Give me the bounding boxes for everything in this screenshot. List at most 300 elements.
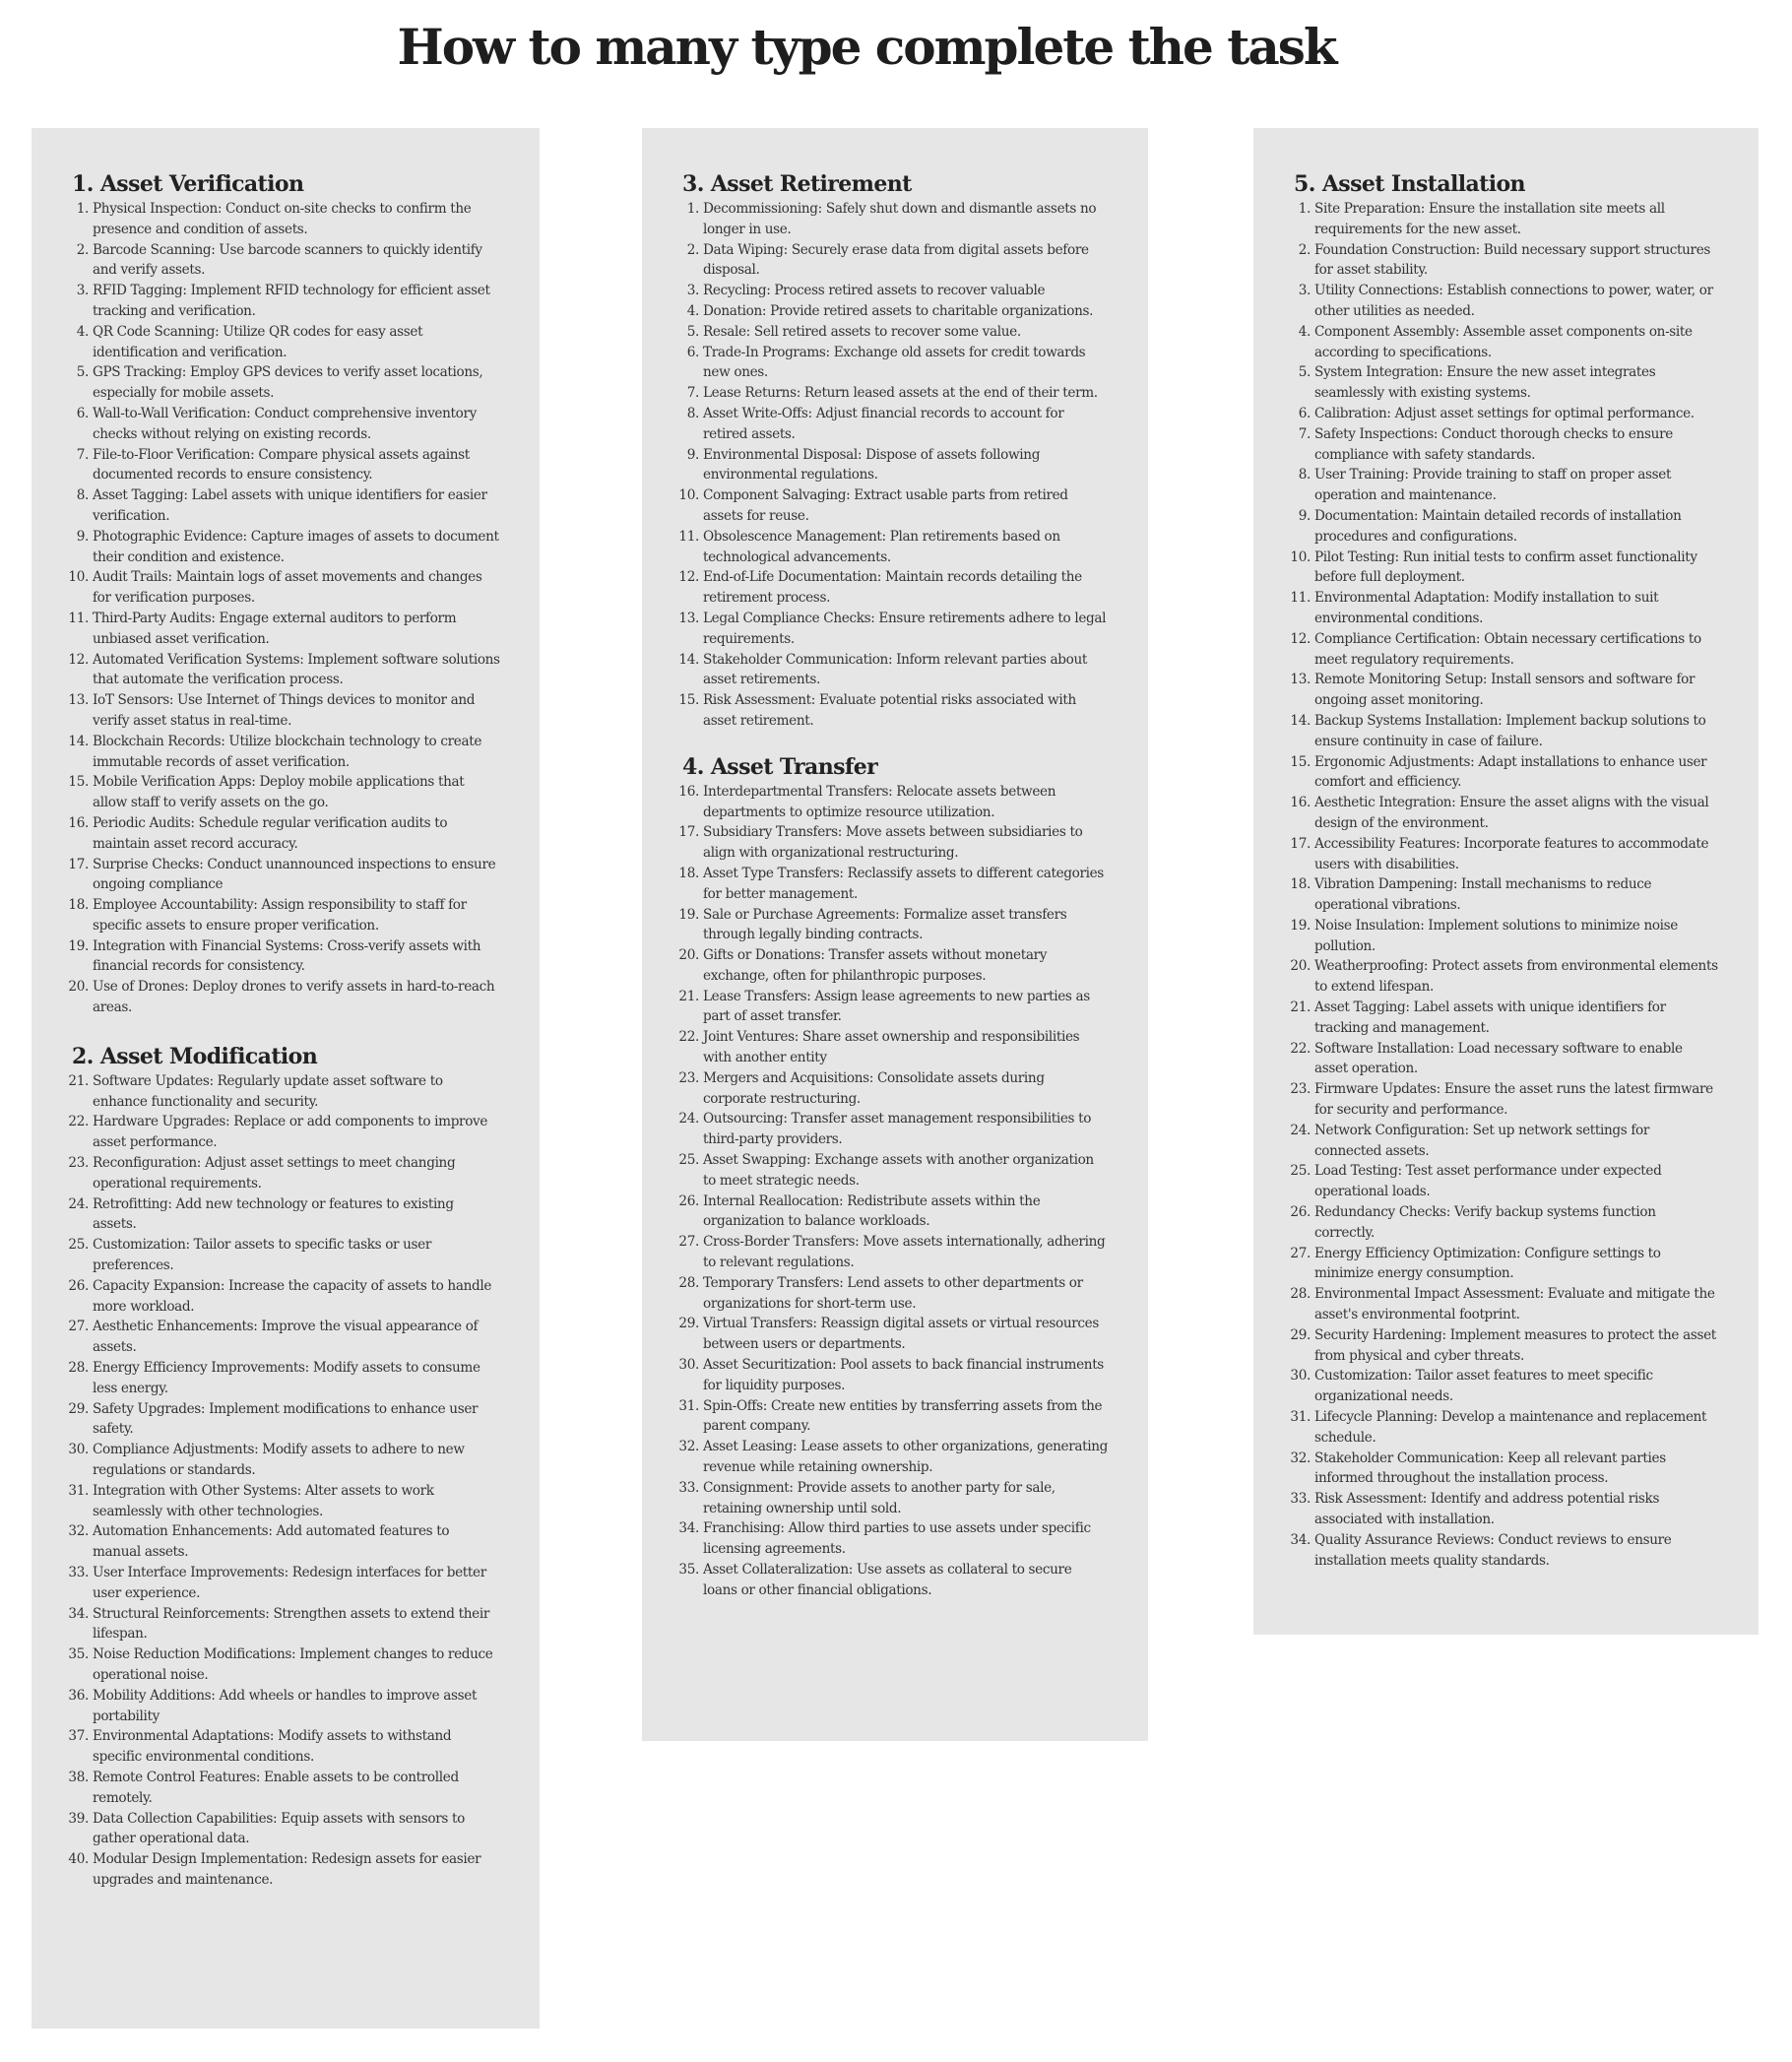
list-item-text: Network Configuration: Set up network settings for connected assets.: [1314, 1122, 1650, 1159]
list-item-text: Obsolescence Management: Plan retirements based on technological advancements.: [703, 528, 1060, 565]
list-item-text: User Interface Improvements: Redesign interfaces for better user experience.: [93, 1565, 486, 1601]
list-item: [1290, 1489, 1719, 1530]
list-item-text: Customization: Tailor assets to specific tasks or user preferences.: [93, 1237, 432, 1274]
list-item-number: 25.: [68, 1237, 89, 1254]
list-item: [68, 1358, 500, 1399]
list-item: [68, 1563, 500, 1604]
list-item-number: 31.: [68, 1482, 89, 1499]
list-item-text: Blockchain Records: Utilize blockchain technology to create immutable records of asset verification.: [93, 733, 482, 770]
list-item-text: Component Salvaging: Extract usable parts from retired assets for reuse.: [703, 487, 1068, 524]
list-item: [1290, 1284, 1719, 1325]
list-item: [678, 1478, 1109, 1519]
list-item: [1290, 1449, 1719, 1490]
list-item-number: 1.: [1298, 201, 1311, 217]
list-item-number: 26.: [678, 1192, 699, 1209]
list-item-number: 15.: [678, 692, 699, 709]
list-item-text: User Training: Provide training to staff on proper asset operation and maintenance.: [1314, 467, 1672, 504]
list-item-text: Mobile Verification Apps: Deploy mobile applications that allow staff to verify assets on the go.: [93, 774, 465, 811]
list-item: [76, 485, 500, 527]
list-item: [686, 404, 1109, 445]
list-item-text: Documentation: Maintain detailed records of installation procedures and configurations.: [1314, 507, 1682, 545]
list-item-text: Asset Tagging: Label assets with unique identifiers for easier verification.: [93, 487, 487, 524]
list-item-number: 2.: [76, 241, 89, 258]
list-item: [1290, 834, 1719, 875]
list-item: [1290, 916, 1719, 957]
list-item-text: Sale or Purchase Agreements: Formalize asset transfers through legally binding contracts.: [703, 906, 1067, 943]
list-asset-verification: [68, 199, 500, 1018]
list-item-text: System Integration: Ensure the new asset integrates seamlessly with existing systems.: [1314, 364, 1656, 402]
list-item: [678, 1518, 1109, 1560]
column-panel-1: [32, 128, 540, 2029]
list-item-number: 2.: [686, 241, 699, 258]
list-item-text: Automated Verification Systems: Implement software solutions that automate the verification process.: [93, 651, 500, 688]
list-item: [68, 1112, 500, 1153]
list-item-number: 15.: [1290, 753, 1311, 770]
list-item: [1290, 1121, 1719, 1162]
list-item: [68, 1317, 500, 1358]
list-item-text: Component Assembly: Assemble asset components on-site according to specifications.: [1314, 323, 1693, 360]
list-item: [68, 772, 500, 813]
list-item-text: Calibration: Adjust asset settings for optimal performance.: [1314, 405, 1695, 421]
list-item: [1290, 874, 1719, 916]
list-item-text: Ergonomic Adjustments: Adapt installations to enhance user comfort and efficiency.: [1314, 753, 1707, 791]
list-item: [68, 1235, 500, 1276]
list-item: [678, 1192, 1109, 1233]
list-item: [1290, 752, 1719, 794]
list-item-number: 20.: [678, 947, 699, 964]
list-item-number: 37.: [68, 1728, 89, 1745]
list-item-number: 30.: [1290, 1368, 1311, 1385]
list-item: [76, 404, 500, 445]
list-item: [678, 1027, 1109, 1068]
list-item: [1298, 465, 1719, 506]
list-item-number: 25.: [1290, 1163, 1311, 1180]
list-item-text: Remote Control Features: Enable assets to be controlled remotely.: [93, 1769, 459, 1806]
list-item: [68, 1726, 500, 1768]
list-item-number: 12.: [678, 569, 699, 586]
list-item: [686, 383, 1109, 404]
list-item-text: Quality Assurance Reviews: Conduct reviews to ensure installation meets quality standards.: [1314, 1531, 1672, 1569]
list-item-number: 33.: [678, 1479, 699, 1496]
list-item: [1290, 629, 1719, 671]
list-item-number: 30.: [68, 1442, 89, 1458]
page-title: How to many type complete the task: [397, 18, 1336, 76]
list-item: [1290, 956, 1719, 998]
list-item-number: 19.: [68, 937, 89, 954]
list-item-number: 30.: [678, 1357, 699, 1374]
list-item-number: 17.: [1290, 835, 1311, 852]
list-item-number: 11.: [68, 610, 89, 626]
list-item-number: 4.: [686, 302, 699, 319]
list-item-text: Aesthetic Integration: Ensure the asset aligns with the visual design of the environment.: [1314, 795, 1709, 831]
list-item: [678, 609, 1109, 650]
list-item-text: Software Installation: Load necessary software to enable asset operation.: [1314, 1040, 1683, 1077]
list-item-number: 21.: [1290, 999, 1311, 1016]
list-item-text: Asset Collateralization: Use assets as collateral to secure loans or other financial obligations.: [703, 1562, 1072, 1598]
list-item-number: 23.: [1290, 1081, 1311, 1098]
list-item: [678, 1068, 1109, 1110]
list-asset-retirement: [678, 199, 1109, 732]
list-item: [1290, 670, 1719, 711]
list-item: [76, 240, 500, 282]
list-item-text: Mergers and Acquisitions: Consolidate assets during corporate restructuring.: [703, 1069, 1045, 1107]
list-item: [76, 322, 500, 363]
list-item-number: 11.: [678, 528, 699, 545]
list-item-number: 28.: [678, 1274, 699, 1291]
list-item-text: Lease Transfers: Assign lease agreements to new parties as part of asset transfer.: [703, 988, 1090, 1025]
list-item-number: 14.: [68, 733, 89, 749]
list-item-text: Backup Systems Installation: Implement backup solutions to ensure continuity in case of failure.: [1314, 712, 1706, 749]
list-item-number: 14.: [678, 651, 699, 668]
list-item: [678, 1396, 1109, 1438]
list-item-text: Third-Party Audits: Engage external auditors to perform unbiased asset verification.: [93, 610, 457, 647]
list-item: [1298, 424, 1719, 466]
list-asset-modification: [68, 1071, 500, 1891]
list-item-text: Firmware Updates: Ensure the asset runs the latest firmware for security and performance.: [1314, 1081, 1713, 1119]
list-item-text: Gifts or Donations: Transfer assets without monetary exchange, often for philanthropic purposes.: [703, 947, 1048, 984]
list-item-text: Use of Drones: Deploy drones to verify assets in hard-to-reach areas.: [93, 979, 495, 1016]
list-item: [678, 690, 1109, 732]
list-item-text: Virtual Transfers: Reassign digital assets or virtual resources between users or departments.: [703, 1316, 1099, 1353]
list-item-text: Load Testing: Test asset performance under expected operational loads.: [1314, 1163, 1662, 1200]
list-item: [678, 905, 1109, 946]
list-item-number: 21.: [678, 988, 699, 1004]
list-item-number: 1.: [76, 201, 89, 217]
list-item: [68, 895, 500, 936]
list-item-text: Interdepartmental Transfers: Relocate assets between departments to optimize resource utilization.: [703, 783, 1056, 820]
list-item-text: Weatherproofing: Protect assets from environmental elements to extend lifespan.: [1314, 958, 1718, 996]
list-item: [68, 1849, 500, 1891]
list-item-text: Integration with Other Systems: Alter assets to work seamlessly with other technologies.: [93, 1482, 434, 1519]
list-item-number: 5.: [1298, 364, 1311, 381]
list-item: [68, 1686, 500, 1727]
list-item-number: 11.: [1290, 590, 1311, 607]
list-item: [68, 1768, 500, 1809]
list-item: [68, 1604, 500, 1645]
list-item-number: 31.: [1290, 1409, 1311, 1426]
list-item-number: 23.: [678, 1069, 699, 1086]
list-item-text: Audit Trails: Maintain logs of asset movements and changes for verification purposes.: [93, 569, 482, 607]
list-item-text: Hardware Upgrades: Replace or add components to improve asset performance.: [93, 1114, 488, 1151]
list-item: [678, 1437, 1109, 1478]
list-item-number: 6.: [686, 344, 699, 360]
list-item-text: Accessibility Features: Incorporate features to accommodate users with disabilities.: [1314, 835, 1709, 872]
list-item-text: Asset Securitization: Pool assets to back financial instruments for liquidity purposes.: [703, 1357, 1104, 1393]
list-item: [1290, 711, 1719, 752]
list-item-number: 27.: [68, 1319, 89, 1335]
list-item: [678, 527, 1109, 568]
list-item: [678, 945, 1109, 987]
list-item-text: Periodic Audits: Schedule regular verification audits to maintain asset record accuracy.: [93, 814, 448, 852]
list-item-number: 8.: [76, 487, 89, 504]
list-item-text: Automation Enhancements: Add automated features to manual assets.: [93, 1523, 450, 1561]
list-item: [686, 281, 1109, 301]
list-item-text: Safety Upgrades: Implement modifications to enhance user safety.: [93, 1400, 479, 1438]
list-item: [68, 936, 500, 978]
list-item-text: Franchising: Allow third parties to use assets under specific licensing agreements.: [703, 1520, 1091, 1558]
list-item-number: 26.: [68, 1277, 89, 1294]
list-item-number: 35.: [68, 1646, 89, 1663]
list-item-number: 28.: [68, 1360, 89, 1377]
list-item-number: 10.: [68, 569, 89, 586]
list-item-number: 4.: [1298, 323, 1311, 340]
list-item: [76, 362, 500, 404]
list-item-number: 40.: [68, 1851, 89, 1868]
list-item-text: Site Preparation: Ensure the installation site meets all requirements for the new asset.: [1314, 201, 1665, 237]
list-item: [1290, 1039, 1719, 1080]
list-item-text: QR Code Scanning: Utilize QR codes for easy asset identification and verification.: [93, 323, 423, 360]
list-item-text: Modular Design Implementation: Redesign assets for easier upgrades and maintenance.: [93, 1851, 481, 1888]
list-item: [68, 1481, 500, 1522]
list-item: [1298, 240, 1719, 282]
list-asset-installation: [1290, 199, 1719, 1571]
list-item-number: 9.: [686, 446, 699, 463]
list-item: [678, 987, 1109, 1028]
list-item-number: 38.: [68, 1769, 89, 1785]
list-item-number: 24.: [68, 1195, 89, 1212]
list-item-text: Legal Compliance Checks: Ensure retirements adhere to legal requirements.: [703, 610, 1107, 647]
list-item-number: 22.: [1290, 1040, 1311, 1057]
list-item-number: 33.: [68, 1565, 89, 1580]
list-item-number: 19.: [1290, 917, 1311, 934]
list-item-text: Structural Reinforcements: Strengthen assets to extend their lifespan.: [93, 1605, 489, 1643]
list-item-text: Reconfiguration: Adjust asset settings to meet changing operational requirements.: [93, 1155, 456, 1192]
list-item: [678, 650, 1109, 691]
list-item-text: Integration with Financial Systems: Cross-verify assets with financial records for consistency.: [93, 937, 481, 975]
list-item: [1298, 506, 1719, 548]
section-title-asset-retirement: 3. Asset Retirement: [682, 171, 912, 197]
list-item-number: 32.: [68, 1523, 89, 1540]
list-item-text: Remote Monitoring Setup: Install sensors and software for ongoing asset monitoring.: [1314, 672, 1696, 709]
list-item: [686, 322, 1109, 343]
list-item-number: 9.: [1298, 507, 1311, 524]
list-item-text: Noise Insulation: Implement solutions to minimize noise pollution.: [1314, 917, 1678, 954]
list-item: [678, 1109, 1109, 1150]
list-item-number: 12.: [68, 651, 89, 668]
list-item-number: 29.: [678, 1316, 699, 1332]
list-item: [68, 567, 500, 609]
list-item: [678, 1355, 1109, 1396]
list-item-number: 24.: [1290, 1122, 1311, 1138]
list-item-number: 8.: [1298, 467, 1311, 483]
list-item: [1290, 1202, 1719, 1244]
list-item-text: Asset Swapping: Exchange assets with another organization to meet strategic needs.: [703, 1152, 1094, 1189]
list-item-number: 22.: [68, 1114, 89, 1130]
list-item-number: 10.: [1290, 548, 1311, 565]
list-item-text: Energy Efficiency Optimization: Configure settings to minimize energy consumption.: [1314, 1245, 1661, 1282]
list-item-text: Lease Returns: Return leased assets at the end of their term.: [703, 385, 1098, 402]
list-item-number: 5.: [76, 364, 89, 381]
list-item: [686, 301, 1109, 322]
list-item: [76, 199, 500, 240]
list-item-number: 31.: [678, 1397, 699, 1414]
list-item-text: File-to-Floor Verification: Compare physical assets against documented records to ensure consistency.: [93, 446, 470, 483]
list-item: [68, 1644, 500, 1686]
list-item: [678, 822, 1109, 864]
list-item: [68, 1399, 500, 1441]
list-item: [68, 813, 500, 855]
list-item-text: Software Updates: Regularly update asset software to enhance functionality and security.: [93, 1072, 443, 1110]
list-item-number: 33.: [1290, 1491, 1311, 1508]
list-item: [1290, 793, 1719, 834]
list-item-number: 36.: [68, 1687, 89, 1704]
list-item-text: Capacity Expansion: Increase the capacity of assets to handle more workload.: [93, 1277, 492, 1315]
list-item-number: 25.: [678, 1152, 699, 1169]
list-item-text: Asset Tagging: Label assets with unique identifiers for tracking and management.: [1314, 999, 1666, 1036]
list-item-text: Retrofitting: Add new technology or features to existing assets.: [93, 1195, 454, 1233]
list-item: [686, 343, 1109, 384]
list-item-number: 1.: [686, 201, 699, 217]
list-item-number: 8.: [686, 405, 699, 421]
list-item-text: Outsourcing: Transfer asset management responsibilities to third-party providers.: [703, 1111, 1092, 1148]
list-item-text: IoT Sensors: Use Internet of Things devices to monitor and verify asset status in real-time.: [93, 692, 476, 729]
list-item-number: 19.: [678, 906, 699, 923]
list-item-number: 6.: [1298, 405, 1311, 421]
list-item: [1298, 281, 1719, 322]
list-item-text: Environmental Adaptations: Modify assets to withstand specific environmental conditions.: [93, 1728, 452, 1766]
list-item-number: 22.: [678, 1029, 699, 1046]
list-item: [1290, 1366, 1719, 1407]
list-item-text: Risk Assessment: Evaluate potential risks associated with asset retirement.: [703, 692, 1076, 729]
list-item-number: 18.: [1290, 876, 1311, 893]
list-item-number: 2.: [1298, 241, 1311, 258]
list-item-number: 17.: [68, 856, 89, 872]
list-item-number: 18.: [68, 897, 89, 914]
list-item: [68, 1276, 500, 1318]
list-item-number: 3.: [1298, 283, 1311, 299]
list-item: [76, 445, 500, 486]
list-item-number: 15.: [68, 774, 89, 791]
list-item-number: 20.: [1290, 958, 1311, 975]
list-item: [68, 650, 500, 691]
list-item-number: 9.: [76, 528, 89, 545]
list-item-number: 18.: [678, 865, 699, 881]
list-item-text: Aesthetic Enhancements: Improve the visual appearance of assets.: [93, 1319, 479, 1356]
list-item: [1290, 1530, 1719, 1572]
list-item-text: Data Collection Capabilities: Equip assets with sensors to gather operational data.: [93, 1810, 465, 1847]
list-item: [68, 1521, 500, 1563]
list-item-number: 35.: [678, 1562, 699, 1578]
list-item-text: Mobility Additions: Add wheels or handles to improve asset portability: [93, 1687, 478, 1724]
list-item-number: 29.: [68, 1400, 89, 1417]
list-item: [686, 199, 1109, 240]
list-item-number: 17.: [678, 824, 699, 841]
list-item: [1298, 199, 1719, 240]
list-item: [68, 1809, 500, 1850]
list-item-number: 34.: [68, 1605, 89, 1622]
list-item: [68, 977, 500, 1018]
list-item-text: RFID Tagging: Implement RFID technology for efficient asset tracking and verification.: [93, 283, 490, 319]
list-item-text: Resale: Sell retired assets to recover some value.: [703, 323, 1021, 340]
list-item-text: Compliance Adjustments: Modify assets to adhere to new regulations or standards.: [93, 1442, 465, 1479]
list-item: [686, 445, 1109, 486]
list-item-text: Data Wiping: Securely erase data from digital assets before disposal.: [703, 241, 1089, 279]
column-panel-3: [1253, 128, 1759, 1635]
list-item-text: Recycling: Process retired assets to recover valuable: [703, 283, 1046, 299]
list-item-number: 3.: [76, 283, 89, 299]
list-item: [678, 485, 1109, 527]
list-item-number: 3.: [686, 283, 699, 299]
list-item-text: Temporary Transfers: Lend assets to other departments or organizations for short-term use.: [703, 1274, 1083, 1312]
section-title-asset-modification: 2. Asset Modification: [72, 1043, 318, 1069]
list-item: [678, 1150, 1109, 1192]
list-item-text: Security Hardening: Implement measures to protect the asset from physical and cyber threats.: [1314, 1326, 1716, 1364]
list-item: [678, 1560, 1109, 1601]
list-item-text: Employee Accountability: Assign responsibility to staff for specific assets to ensure proper verification.: [93, 897, 467, 934]
list-item-text: Energy Efficiency Improvements: Modify assets to consume less energy.: [93, 1360, 480, 1396]
list-item-number: 16.: [1290, 795, 1311, 811]
list-item-text: Environmental Adaptation: Modify installation to suit environmental conditions.: [1314, 590, 1659, 626]
list-item-text: Customization: Tailor asset features to meet specific organizational needs.: [1314, 1368, 1653, 1405]
list-item: [678, 567, 1109, 609]
list-item-text: Consignment: Provide assets to another party for sale, retaining ownership until sold.: [703, 1479, 1056, 1516]
list-item-text: Physical Inspection: Conduct on-site checks to confirm the presence and condition of assets.: [93, 201, 472, 237]
list-item-text: Safety Inspections: Conduct thorough checks to ensure compliance with safety standards.: [1314, 425, 1673, 463]
list-item: [1290, 1407, 1719, 1449]
list-item: [68, 609, 500, 650]
list-item-text: Donation: Provide retired assets to charitable organizations.: [703, 302, 1094, 319]
list-item: [68, 1440, 500, 1481]
list-item: [1290, 1161, 1719, 1202]
list-item-text: Subsidiary Transfers: Move assets between subsidiaries to align with organizational restructuring.: [703, 824, 1083, 862]
list-item: [68, 1153, 500, 1194]
list-item: [1290, 1244, 1719, 1285]
list-item-number: 29.: [1290, 1326, 1311, 1343]
list-item-number: 10.: [678, 487, 699, 504]
list-item: [1290, 998, 1719, 1039]
list-item-number: 34.: [678, 1520, 699, 1537]
list-item-number: 27.: [678, 1234, 699, 1251]
section-title-asset-verification: 1. Asset Verification: [72, 171, 304, 197]
list-item-number: 16.: [678, 783, 699, 800]
list-asset-transfer: [678, 782, 1109, 1601]
list-item-text: Pilot Testing: Run initial tests to confirm asset functionality before full deployment.: [1314, 548, 1697, 586]
list-item: [678, 782, 1109, 823]
list-item-number: 12.: [1290, 630, 1311, 647]
list-item-text: Spin-Offs: Create new entities by transferring assets from the parent company.: [703, 1397, 1103, 1435]
list-item-text: GPS Tracking: Employ GPS devices to verify asset locations, especially for mobile assets.: [93, 364, 483, 402]
list-item-text: Environmental Disposal: Dispose of assets following environmental regulations.: [703, 446, 1041, 483]
list-item: [678, 1232, 1109, 1273]
list-item-text: Vibration Dampening: Install mechanisms to reduce operational vibrations.: [1314, 876, 1652, 914]
list-item-number: 6.: [76, 405, 89, 421]
list-item-text: Asset Write-Offs: Adjust financial records to account for retired assets.: [703, 405, 1064, 442]
list-item-number: 39.: [68, 1810, 89, 1827]
list-item-number: 14.: [1290, 712, 1311, 729]
list-item: [68, 1071, 500, 1113]
section-title-asset-installation: 5. Asset Installation: [1294, 171, 1525, 197]
list-item-number: 5.: [686, 323, 699, 340]
list-item-number: 7.: [686, 385, 699, 402]
list-item: [1298, 322, 1719, 363]
list-item-number: 13.: [1290, 672, 1311, 688]
list-item-text: Compliance Certification: Obtain necessary certifications to meet regulatory requirements.: [1314, 630, 1701, 668]
list-item-text: Wall-to-Wall Verification: Conduct comprehensive inventory checks without relying on existing records.: [93, 405, 477, 442]
list-item-number: 32.: [678, 1439, 699, 1455]
list-item-text: Noise Reduction Modifications: Implement changes to reduce operational noise.: [93, 1646, 493, 1683]
list-item: [1290, 1079, 1719, 1121]
list-item: [1290, 548, 1719, 589]
list-item-text: Foundation Construction: Build necessary support structures for asset stability.: [1314, 241, 1711, 279]
list-item-text: Asset Leasing: Lease assets to other organizations, generating revenue while retaining ownership.: [703, 1439, 1109, 1476]
list-item-text: Internal Reallocation: Redistribute assets within the organization to balance workloads.: [703, 1192, 1041, 1230]
list-item-number: 34.: [1290, 1531, 1311, 1548]
list-item-text: Barcode Scanning: Use barcode scanners to quickly identify and verify assets.: [93, 241, 482, 279]
list-item-number: 13.: [678, 610, 699, 626]
list-item-number: 24.: [678, 1111, 699, 1128]
list-item-number: 13.: [68, 692, 89, 709]
list-item: [68, 855, 500, 896]
